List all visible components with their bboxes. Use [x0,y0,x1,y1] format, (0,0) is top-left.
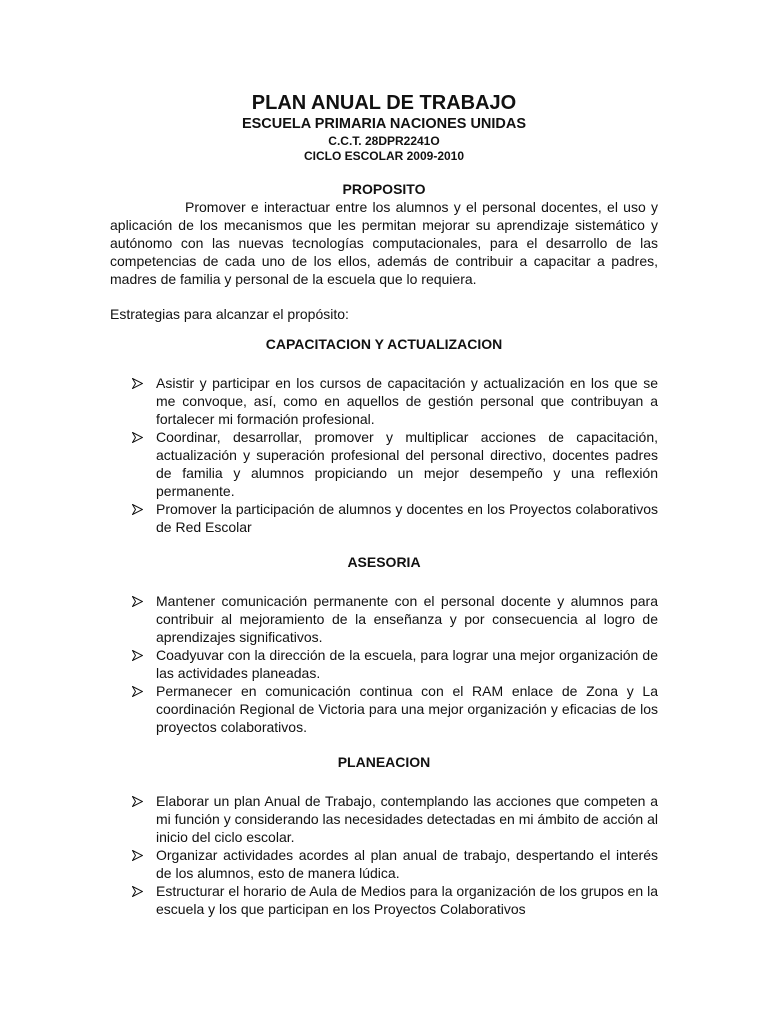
arrowhead-bullet-icon [132,504,143,515]
list-item [110,682,658,736]
list-item-text: Elaborar un plan Anual de Trabajo, contemplando las acciones que competen a mi función y considerando las necesidades detectadas en mi ámbito de acción al inicio del ciclo escolar. [156,793,658,845]
list-item [110,592,658,646]
list-item-text: Estructurar el horario de Aula de Medios para la organización de los grupos en la escuela y los que participan en los Proyectos Colaborativos [156,883,658,917]
list-item [110,646,658,682]
list-item-text: Coordinar, desarrollar, promover y multiplicar acciones de capacitación, actualización y superación profesional del personal directivo, docentes padres de familia y alumnos propiciando un mejor desempeño y una reflexión permanente. [156,429,658,499]
bullet-list-capacitacion [110,374,658,536]
section-heading-capacitacion: CAPACITACION Y ACTUALIZACION [265,336,503,352]
list-item-text: Promover la participación de alumnos y docentes en los Proyectos colaborativos de Red Escolar [156,501,658,535]
list-item [110,428,658,500]
arrowhead-bullet-icon [132,650,143,661]
arrowhead-bullet-icon [132,686,143,697]
school-cct: C.C.T. 28DPR2241O [328,134,440,148]
list-item [110,882,658,918]
arrowhead-bullet-icon [132,432,143,443]
list-item-text: Permanecer en comunicación continua con el RAM enlace de Zona y La coordinación Regional de Victoria para una mejor organización y eficacias de los proyectos colaborativos. [156,683,658,735]
list-item-text: Coadyuvar con la dirección de la escuela, para lograr una mejor organización de las actividades planeadas. [156,647,658,681]
bullet-list-planeacion [110,792,658,918]
document-header [110,92,658,163]
school-name: ESCUELA PRIMARIA NACIONES UNIDAS [241,116,527,132]
section-heading-planeacion: PLANEACION [337,754,431,770]
section-heading-asesoria: ASESORIA [347,554,421,570]
arrowhead-bullet-icon [132,886,143,897]
arrowhead-bullet-icon [132,796,143,807]
strategies-intro: Estrategias para alcanzar el propósito: [110,306,349,322]
list-item [110,792,658,846]
document-title: PLAN ANUAL DE TRABAJO [251,92,517,114]
proposito-heading: PROPOSITO [342,181,426,197]
list-item-text: Mantener comunicación permanente con el personal docente y alumnos para contribuir al mejoramiento de la enseñanza y por consecuencia al logro de aprendizajes significativos. [156,593,658,645]
arrowhead-bullet-icon [132,850,143,861]
list-item [110,500,658,536]
proposito-text: Promover e interactuar entre los alumnos y el personal docentes, el uso y aplicación de los mecanismos que les permitan mejorar su aprendizaje sistemático y autónomo con las nuevas tecnologías computacionales, para el desarrollo de las competencias de cada uno de los ellos, además de contribuir a capacitar a padres, madres de familia y personal de la escuela que lo requiera. [110,199,658,287]
list-item [110,374,658,428]
list-item-text: Asistir y participar en los cursos de capacitación y actualización en los que se me convoque, así, como en aquellos de gestión personal que contribuyan a fortalecer mi formación profesional. [156,375,658,427]
school-cycle: CICLO ESCOLAR 2009-2010 [303,149,465,163]
list-item [110,846,658,882]
list-item-text: Organizar actividades acordes al plan anual de trabajo, despertando el interés de los alumnos, esto de manera lúdica. [156,847,658,881]
bullet-list-asesoria [110,592,658,736]
arrowhead-bullet-icon [132,378,143,389]
arrowhead-bullet-icon [132,596,143,607]
